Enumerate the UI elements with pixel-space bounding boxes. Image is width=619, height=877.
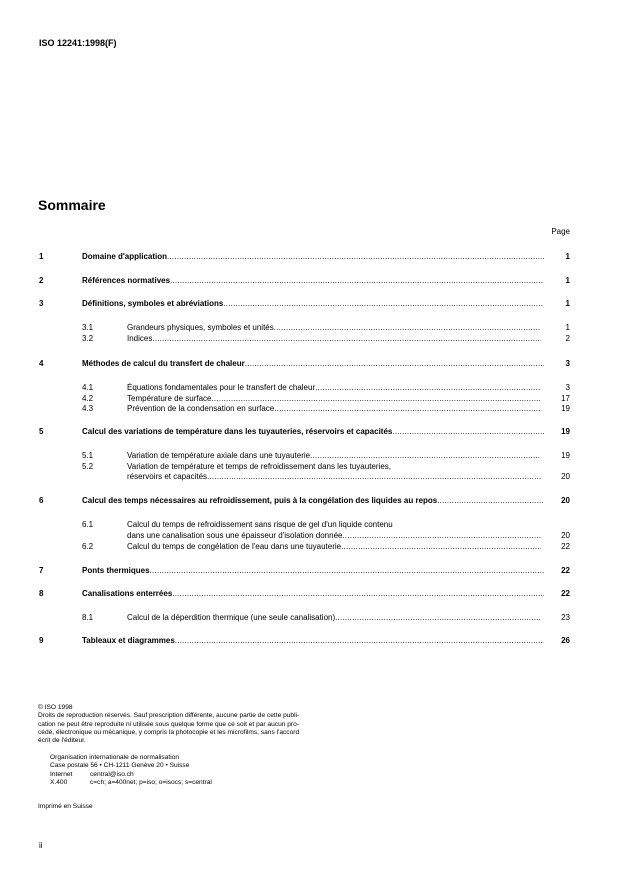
toc-subentry-text — [127, 404, 541, 414]
toc-subentry-number: 5.1 — [82, 451, 94, 460]
toc-entry-title: Canalisations enterrées — [82, 589, 173, 598]
toc-entry-text — [82, 427, 544, 437]
toc-entry-text — [82, 252, 544, 262]
toc-entry-number: 3 — [39, 299, 44, 308]
toc-subentry-text — [127, 613, 541, 623]
x400-row — [50, 779, 212, 787]
page-number: ii — [39, 841, 43, 850]
toc-subentry-page: 2 — [565, 333, 570, 343]
toc-entry-text — [82, 589, 544, 599]
dot-leader — [274, 404, 541, 414]
toc-entry-text — [82, 299, 544, 309]
x400-address: c=ch; a=400net; p=iso; o=isocs; s=central — [90, 778, 212, 786]
toc-entry-title: Calcul des temps nécessaires au refroidissement, puis à la congélation des liquides au repos — [82, 496, 438, 505]
toc-entry-number: 9 — [39, 636, 44, 645]
toc-subentry-number: 6.2 — [82, 542, 94, 551]
dot-leader — [167, 252, 544, 262]
toc-subentry-title: Calcul de la déperdition thermique (une seule canalisation) — [127, 613, 336, 622]
toc-entry-title: Définitions, symboles et abréviations — [82, 299, 224, 308]
toc-subentry-text — [127, 542, 541, 552]
rights-line: cédé, électronique ou mécanique, y compris la photocopie et les microfilms, sans l'accord — [38, 728, 300, 736]
dot-leader — [342, 531, 541, 541]
toc-entry-title: Ponts thermiques — [82, 566, 150, 575]
toc-entry-number: 5 — [39, 427, 44, 436]
dot-leader — [212, 394, 542, 404]
toc-entry-text — [82, 496, 544, 506]
toc-subentry-number: 3.1 — [82, 323, 94, 332]
toc-entry-page: 20 — [561, 496, 570, 505]
dot-leader — [152, 334, 541, 344]
toc-subentry-number: 3.2 — [82, 333, 94, 343]
page-column-label: Page — [551, 227, 570, 236]
toc-subentry-title: Calcul du temps de congélation de l'eau dans une tuyauterie — [127, 542, 342, 551]
toc-entry-page: 19 — [561, 427, 570, 436]
toc-subentry-page: 19 — [561, 451, 570, 460]
toc-subentry-number: 4.2 — [82, 393, 94, 403]
rights-line: cation ne peut être reproduite ni utilisée sous quelque forme que ce soit et par aucun pro- — [38, 720, 299, 728]
toc-entry-number: 6 — [39, 496, 44, 505]
dot-leader — [150, 566, 544, 576]
toc-subentry-page: 23 — [561, 613, 570, 622]
toc-subentry-text — [127, 394, 541, 404]
dot-leader — [310, 451, 541, 461]
toc-subentry-page: 19 — [561, 404, 570, 413]
toc-entry-number: 8 — [39, 589, 44, 598]
postal-address: Case postale 56 • CH-1211 Genève 20 • Suisse — [50, 762, 190, 770]
rights-line: écrit de l'éditeur. — [38, 737, 86, 745]
toc-subentry-title: Grandeurs physiques, symboles et unités — [127, 323, 274, 332]
toc-subentry-title: Variation de température axiale dans une tuyauterie — [127, 451, 311, 460]
toc-entry-page: 3 — [565, 359, 570, 368]
dot-leader — [172, 589, 544, 599]
toc-entry-page: 1 — [565, 276, 570, 285]
dot-leader — [392, 427, 544, 437]
publisher-address — [50, 754, 212, 787]
toc-entry-title: Références normatives — [82, 276, 171, 285]
toc-entry-title: Calcul des variations de température dans les tuyauteries, réservoirs et capacités — [82, 427, 393, 436]
dot-leader — [341, 542, 541, 552]
toc-subentry-title: Calcul du temps de refroidissement sans risque de gel d'un liquide contenu — [127, 520, 393, 529]
toc-subentry-title: dans une canalisation sous une épaisseur d'isolation donnée — [127, 530, 343, 540]
printed-in: Imprimé en Suisse — [38, 803, 93, 810]
toc-entry-title: Méthodes de calcul du transfert de chaleur — [82, 359, 245, 368]
toc-subentry-text — [127, 451, 541, 461]
dot-leader — [223, 299, 544, 309]
toc-entry-page: 1 — [565, 252, 570, 261]
toc-entry-page: 1 — [565, 299, 570, 308]
toc-entry-number: 2 — [39, 276, 44, 285]
copyright-notice — [38, 704, 299, 745]
toc-subentry-number: 4.1 — [82, 383, 94, 392]
toc-entry-number: 1 — [39, 252, 44, 261]
toc-subentry-title: Équations fondamentales pour le transfert de chaleur — [127, 383, 316, 392]
toc-entry-page: 26 — [561, 636, 570, 645]
toc-subentry-page: 22 — [561, 542, 570, 551]
dot-leader — [175, 636, 544, 646]
dot-leader — [274, 323, 541, 333]
x400-label: X.400 — [50, 778, 68, 786]
toc-entry-title: Domaine d'application — [82, 252, 168, 261]
dot-leader — [315, 383, 541, 393]
toc-subentry-page: 1 — [565, 323, 570, 332]
toc-subentry-page: 20 — [561, 530, 570, 540]
toc-entry-text — [82, 566, 544, 576]
toc-entry-number: 4 — [39, 359, 44, 368]
toc-entry-text — [82, 359, 544, 369]
internet-row — [50, 771, 212, 779]
copyright-line: © ISO 1998 — [38, 704, 73, 711]
dot-leader — [170, 276, 544, 286]
toc-title: Sommaire — [38, 197, 106, 213]
org-name: Organisation internationale de normalisation — [50, 754, 180, 761]
dot-leader — [207, 472, 541, 482]
toc-subentry-title: Indices — [127, 333, 153, 343]
toc-subentry-text — [127, 334, 541, 344]
toc-subentry-page: 20 — [561, 472, 570, 481]
toc-subentry-title: Variation de température et temps de refroidissement dans les tuyauteries, — [127, 461, 391, 471]
internet-address: central@iso.ch — [90, 770, 134, 778]
toc-subentry-text — [127, 531, 541, 541]
dot-leader — [335, 613, 541, 623]
toc-entry-text — [82, 636, 544, 646]
toc-subentry-number: 8.1 — [82, 613, 94, 622]
toc-entry-page: 22 — [561, 589, 570, 598]
dot-leader — [245, 359, 544, 369]
dot-leader — [437, 496, 544, 506]
rights-line: Droits de reproduction réservés. Sauf prescription différente, aucune partie de cette publi- — [38, 712, 300, 720]
toc-subentry-title: réservoirs et capacités — [127, 472, 208, 481]
toc-subentry-page: 3 — [565, 383, 570, 392]
document-reference: ISO 12241:1998(F) — [39, 38, 117, 48]
toc-subentry-number: 5.2 — [82, 461, 94, 471]
toc-subentry-title: Prévention de la condensation en surface — [127, 404, 275, 413]
toc-subentry-number: 4.3 — [82, 404, 94, 413]
internet-label: Internet — [50, 770, 73, 778]
toc-entry-page: 22 — [561, 566, 570, 575]
toc-entry-number: 7 — [39, 566, 44, 575]
toc-subentry-title: Température de surface — [127, 393, 212, 403]
toc-subentry-text — [127, 472, 541, 482]
toc-subentry-text — [127, 383, 541, 393]
toc-subentry-page: 17 — [561, 393, 570, 403]
toc-subentry-text — [127, 323, 541, 333]
toc-entry-title: Tableaux et diagrammes — [82, 636, 175, 645]
toc-entry-text — [82, 276, 544, 286]
toc-subentry-number: 6.1 — [82, 520, 94, 529]
